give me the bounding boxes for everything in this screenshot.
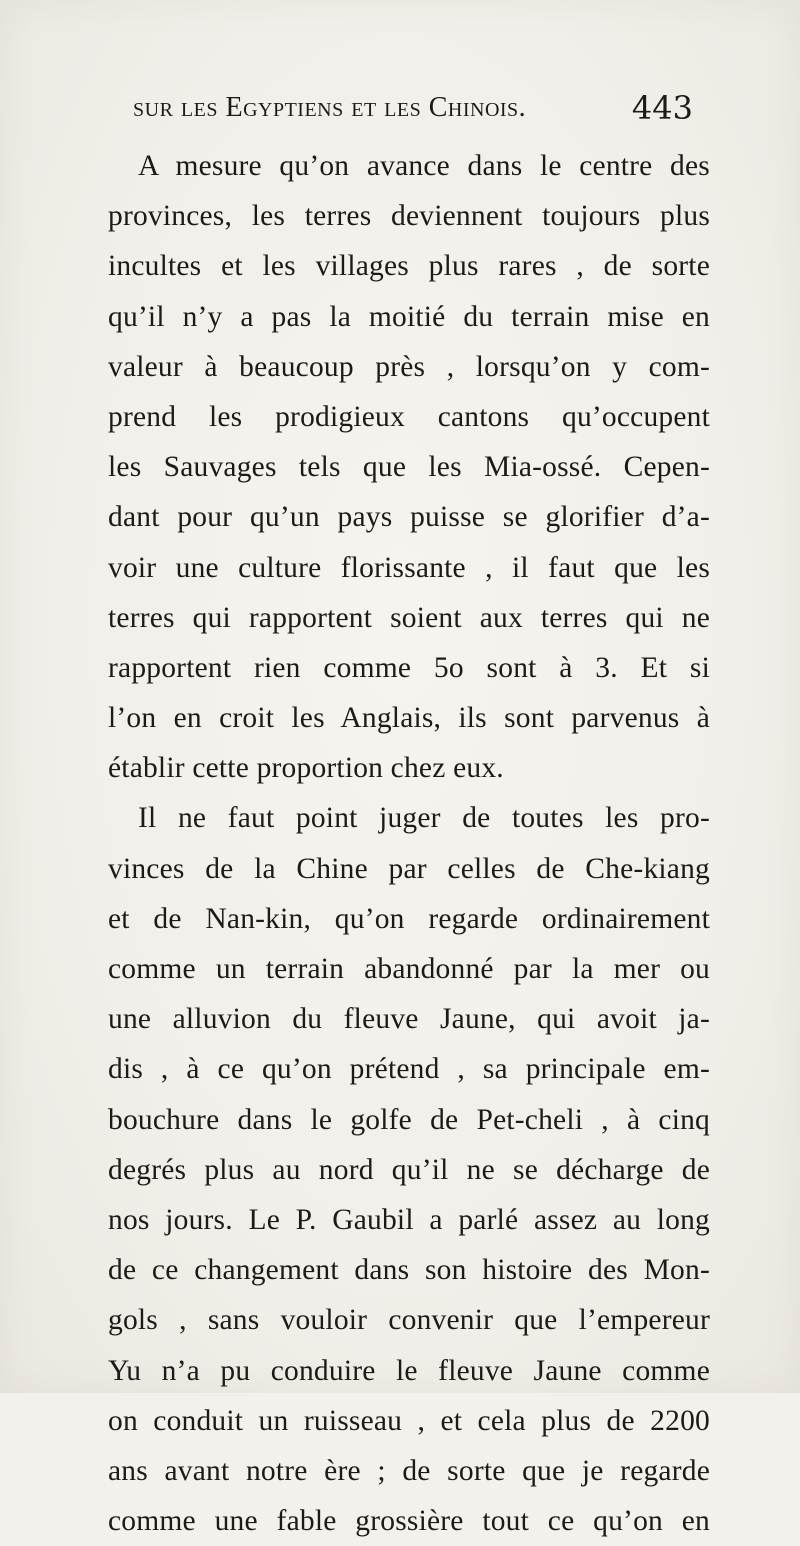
text-line: provinces, les terres deviennent toujours plus (108, 200, 710, 233)
text-line: A mesure qu’on avance dans le centre des (138, 150, 710, 182)
text-line: voir une culture florissante , il faut que les (108, 551, 710, 584)
text-line: degrés plus au nord qu’il ne se décharge de (108, 1153, 710, 1186)
text-line: vinces de la Chine par celles de Che-kiang (108, 852, 710, 885)
text-line: de ce changement dans son histoire des Mon- (108, 1254, 710, 1287)
text-line: dis , à ce qu’on prétend , sa principale em- (108, 1053, 710, 1086)
page-number: 443 (631, 89, 693, 127)
text-line: les Sauvages tels que les Mia-ossé. Cepen- (108, 451, 710, 484)
text-line: qu’il n’y a pas la moitié du terrain mise en (108, 300, 710, 333)
text-line: valeur à beaucoup près , lorsqu’on y com- (108, 350, 710, 383)
text-line: nos jours. Le P. Gaubil a parlé assez au long (108, 1203, 710, 1236)
text-line: incultes et les villages plus rares , de sorte (108, 250, 710, 283)
text-line: l’on en croit les Anglais, ils sont parvenus à (108, 702, 710, 735)
text-line: terres qui rapportent soient aux terres qui ne (108, 601, 710, 634)
running-head (133, 88, 693, 128)
text-line: rapportent rien comme 5o sont à 3. Et si (108, 651, 710, 684)
text-line: et de Nan-kin, qu’on regarde ordinairement (108, 902, 710, 935)
text-line: Il ne faut point juger de toutes les pro- (138, 802, 710, 835)
text-line: Yu n’a pu conduire le fleuve Jaune comme (108, 1354, 710, 1387)
text-line: comme une fable grossière tout ce qu’on en (108, 1505, 710, 1538)
text-line: une alluvion du fleuve Jaune, qui avoit ja- (108, 1003, 710, 1036)
text-line: prend les prodigieux cantons qu’occupent (108, 400, 710, 433)
text-line: gols , sans vouloir convenir que l’empereur (108, 1304, 710, 1337)
text-line: on conduit un ruisseau , et cela plus de 2200 (108, 1404, 710, 1437)
running-head-title: sur les Egyptiens et les Chinois. (133, 92, 527, 123)
body-text (108, 141, 710, 1546)
text-line: dant pour qu’un pays puisse se glorifier d’a- (108, 501, 710, 534)
text-line: bouchure dans le golfe de Pet-cheli , à cinq (108, 1103, 710, 1136)
text-line: établir cette proportion chez eux. (108, 752, 504, 785)
text-line: comme un terrain abandonné par la mer ou (108, 953, 710, 985)
text-line: ans avant notre ère ; de sorte que je regarde (108, 1454, 710, 1487)
